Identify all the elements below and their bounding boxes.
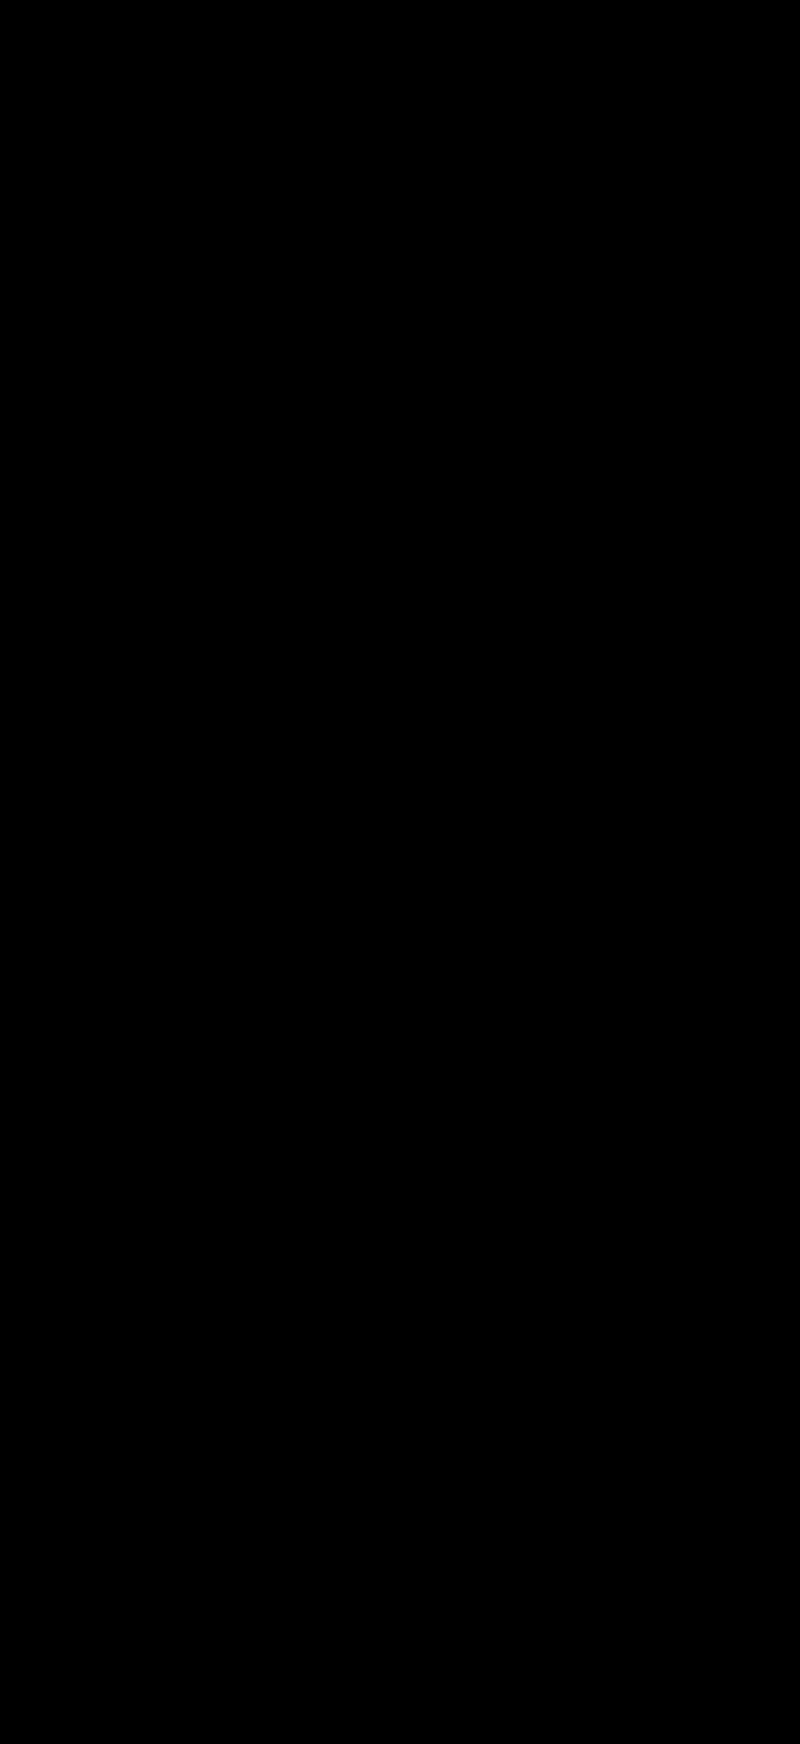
section-title	[0, 1072, 800, 1100]
